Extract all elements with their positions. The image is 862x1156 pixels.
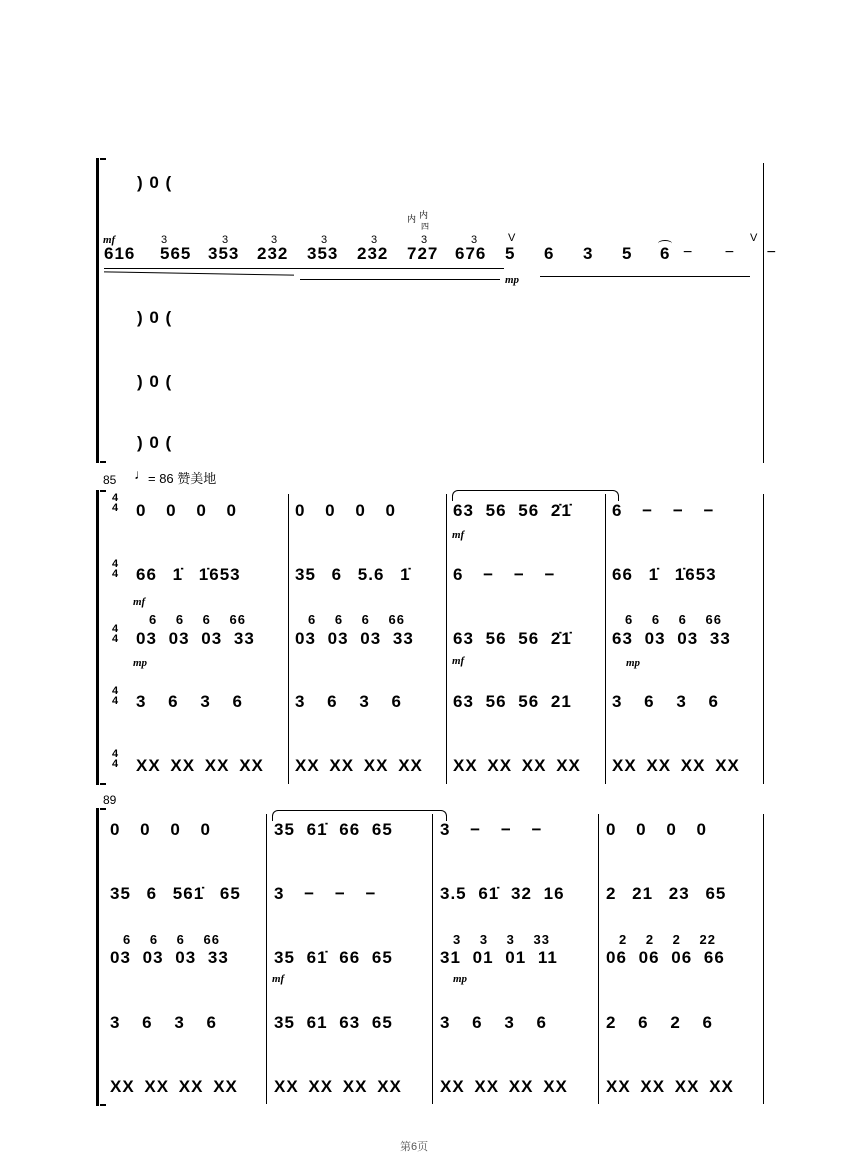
measure: 66 1̇ 1̇653 [612,565,717,584]
rest-row: ) 0 ( [137,372,173,391]
measure: 3 6 3 6 [110,1013,217,1032]
barline [446,494,447,784]
bow-mark: V [750,232,758,244]
measure: 2 6 2 6 [606,1013,713,1032]
measure: 3 6 3 6 [440,1013,547,1032]
measure-number: 89 [103,793,117,807]
triplet-mark: 3 [421,234,428,246]
system-bracket [96,490,99,785]
bracket-cap-bottom [100,1104,106,1106]
dynamic-mark: mp [453,973,468,985]
measure: 63 56 56 2̇1̇ [453,501,572,520]
measure-number: 85 [103,473,117,487]
time-signature: 4 4 [112,685,119,707]
underline [104,268,504,269]
measure: 3 − − − [274,884,377,903]
fingering-annotation: 四 [421,222,429,231]
time-signature: 4 4 [112,748,119,770]
note: 5 [622,244,633,263]
measure: 63 56 56 2̇1̇ [453,629,572,648]
measure: 0 0 0 0 [295,501,396,520]
bow-mark: V [508,232,516,244]
measure: XX XX XX XX [440,1077,568,1096]
barline [288,494,289,784]
dynamic-mark: mf [272,973,285,985]
fingering-annotation: 内 [419,210,429,220]
triplet-mark: 3 [371,234,378,246]
measure: 35 61 63 65 [274,1013,393,1032]
measure: 03 03 03 33 [110,948,229,967]
measure: 3 − − − [440,820,543,839]
measure: 63 56 56 21 [453,692,572,711]
measure: 35 61̇ 66 65 [274,948,393,967]
triplet-mark: 3 [271,234,278,246]
measure: 6 − − − [453,565,556,584]
quarter-note-icon: ♩ [134,466,148,482]
rest-row: ) 0 ( [137,433,173,452]
note-group: 232 [357,244,389,263]
measure: 03 03 03 33 [136,629,255,648]
note: 5 [505,244,516,263]
phrase-slur [452,490,619,501]
measure: XX XX XX XX [274,1077,402,1096]
measure: 3 6 3 6 [612,692,719,711]
measure: 66 1̇ 1̇653 [136,565,241,584]
bracket-cap-bottom [100,461,106,463]
note: 3 [583,244,594,263]
upper-voice: 3 3 3 33 [453,932,550,947]
upper-voice: 6 6 6 66 [625,612,722,627]
barline [432,814,433,1104]
rest-row: ) 0 ( [137,308,173,327]
barline [266,814,267,1104]
measure: 3 6 3 6 [295,692,402,711]
measure: 0 0 0 0 [606,820,707,839]
measure: XX XX XX XX [110,1077,238,1096]
measure: 31 01 01 11 [440,948,558,967]
measure: 3 6 3 6 [136,692,243,711]
upper-voice: 2 2 2 22 [619,932,716,947]
triplet-mark: 3 [321,234,328,246]
dynamic-mark: mf [133,596,146,608]
measure: 6 − − − [612,501,715,520]
note: 6 [544,244,555,263]
time-signature: 4 4 [112,623,119,645]
triplet-mark: 3 [471,234,478,246]
bracket-cap-top [100,158,106,160]
barline [763,814,764,1104]
hairpin [540,276,750,277]
measure: 2 21 23 65 [606,884,727,903]
system-bracket [96,158,99,463]
upper-voice: 6 6 6 66 [123,932,220,947]
barline [598,814,599,1104]
dynamic-mark: mf [452,529,465,541]
measure: XX XX XX XX [295,756,423,775]
note-group: 616 [104,244,136,263]
tempo-marking: = 86 赞美地 [148,471,217,486]
measure: XX XX XX XX [612,756,740,775]
triplet-mark: 3 [222,234,229,246]
rest-row: ) 0 ( [137,173,173,192]
measure: XX XX XX XX [606,1077,734,1096]
upper-voice: 6 6 6 66 [149,612,246,627]
measure: XX XX XX XX [453,756,581,775]
measure: 03 03 03 33 [295,629,414,648]
dynamic-mark: mp [626,657,641,669]
measure: 35 61̇ 66 65 [274,820,393,839]
dynamic-mark: mp [505,274,520,286]
barline [605,494,606,784]
note-group: 676 [455,244,487,263]
measure: 35 6 561̇ 65 [110,884,241,903]
measure: 63 03 03 33 [612,629,731,648]
hairpin [104,271,294,275]
barline [763,494,764,784]
measure: 3.5 61̇ 32 16 [440,884,565,903]
measure: 0 0 0 0 [136,501,237,520]
dynamic-mark: mf [452,655,465,667]
note-group: 353 [307,244,339,263]
fermata [658,240,672,247]
triplet-mark: 3 [161,234,168,246]
note: 6 [660,244,671,263]
note-group: 232 [257,244,289,263]
fingering-annotation: 内 [407,214,417,224]
barline-end [763,163,764,463]
measure: 0 0 0 0 [110,820,211,839]
note-group: 727 [407,244,439,263]
dynamic-mark: mf [103,234,116,246]
measure: 06 06 06 66 [606,948,725,967]
measure: 35 6 5.6 1̇ [295,565,411,584]
measure: XX XX XX XX [136,756,264,775]
upper-voice: 6 6 6 66 [308,612,405,627]
hold-dashes: − − − [683,244,790,261]
dynamic-mark: mp [133,657,148,669]
bracket-cap-top [100,808,106,810]
system-bracket [96,808,99,1106]
note-group: 353 [208,244,240,263]
bracket-cap-top [100,490,106,492]
time-signature: 4 4 [112,558,119,580]
note-group: 565 [160,244,192,263]
time-signature: 4 4 [112,492,119,514]
bracket-cap-bottom [100,783,106,785]
page-label: 第6页 [400,1141,429,1153]
hairpin [300,279,500,280]
